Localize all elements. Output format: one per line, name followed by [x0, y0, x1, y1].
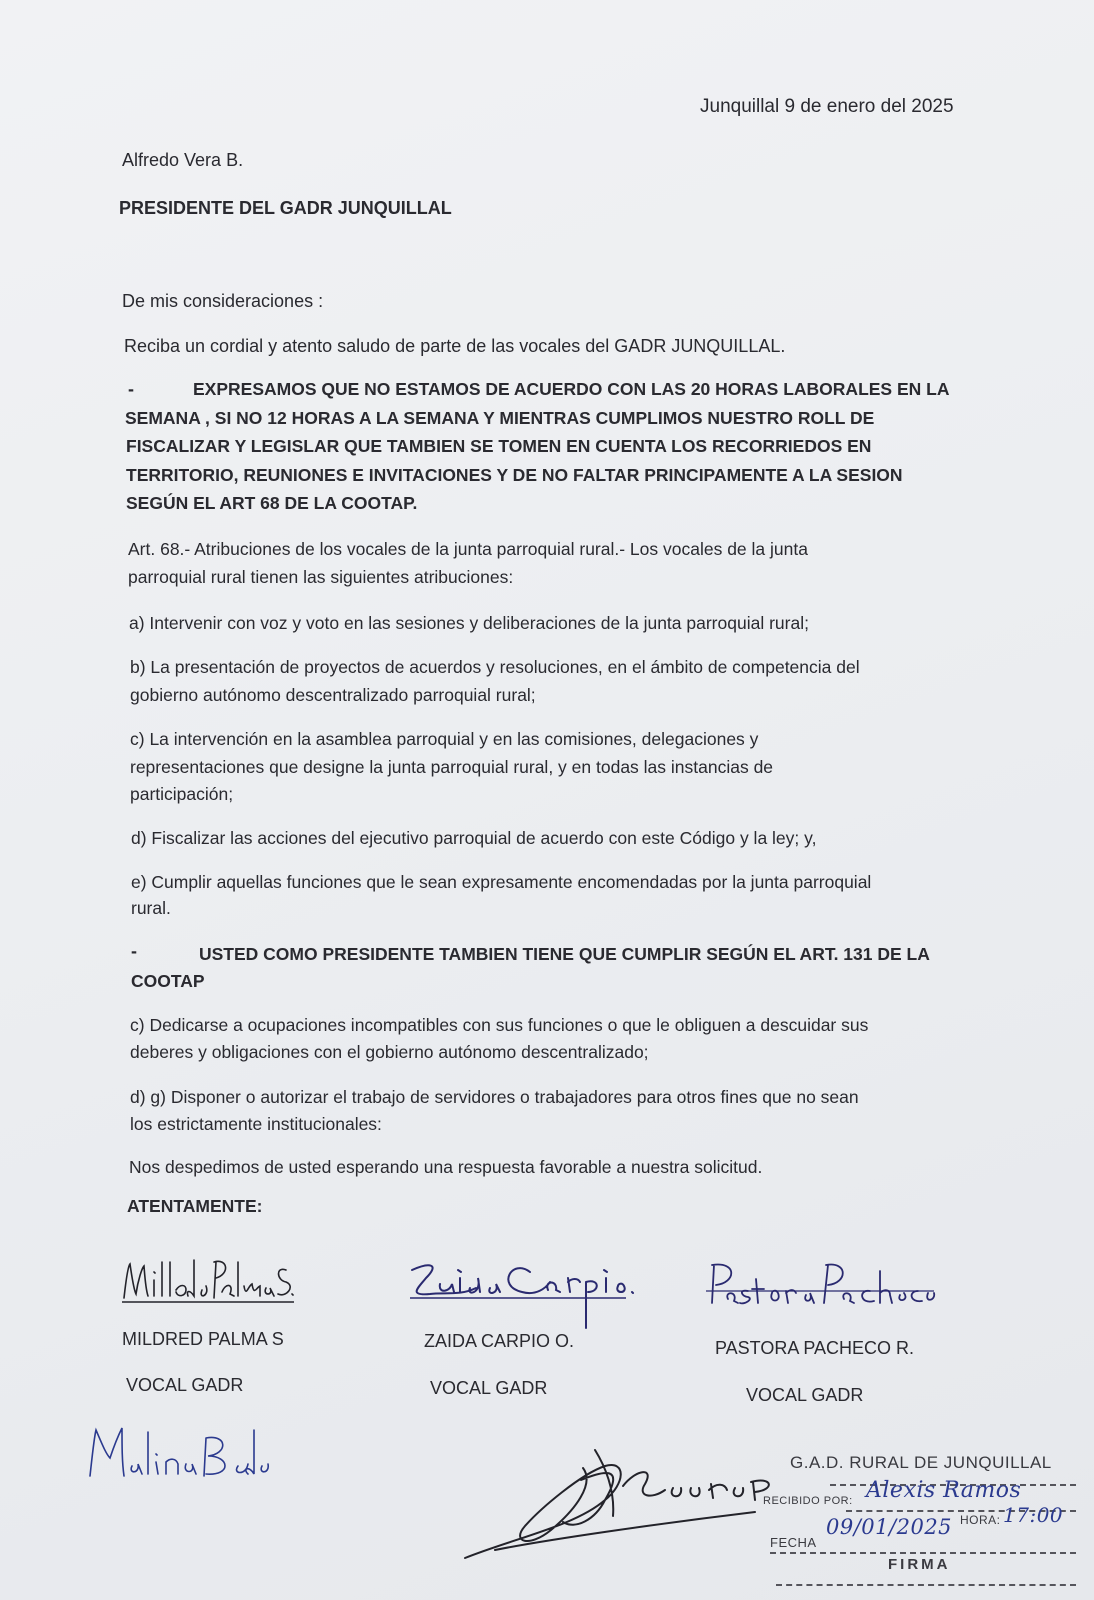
closing-paragraph: Nos despedimos de usted esperando una respuesta favorable a nuestra solicitud. [129, 1157, 763, 1177]
point2-line: COOTAP [131, 971, 205, 991]
art68-item-e: rural. [131, 898, 171, 918]
point1-line: SEMANA , SI NO 12 HORAS A LA SEMANA Y MIENTRAS CUMPLIMOS NUESTRO ROLL DE [125, 408, 875, 428]
stamp-received-label: RECIBIDO POR: [763, 1495, 853, 1507]
signer-role: VOCAL GADR [746, 1385, 864, 1405]
point1-line: FISCALIZAR Y LEGISLAR QUE TAMBIEN SE TOMEN EN CUENTA LOS RECORRIEDOS EN [126, 436, 872, 456]
signer-name: PASTORA PACHECO R. [715, 1338, 915, 1358]
stamp-time-value: 17:00 [1003, 1503, 1064, 1527]
stamp-signature-label: FIRMA [888, 1556, 951, 1573]
signature-mildred [110, 1250, 310, 1310]
stamp-divider [776, 1584, 1076, 1586]
art131-item-c: deberes y obligaciones con el gobierno autónomo descentralizado; [130, 1042, 649, 1062]
signer-name: ZAIDA CARPIO O. [424, 1331, 575, 1351]
sign-off: ATENTAMENTE: [127, 1196, 263, 1216]
signer-role: VOCAL GADR [126, 1375, 244, 1395]
recipient-title: PRESIDENTE DEL GADR JUNQUILLAL [119, 198, 452, 218]
art68-item-c: representaciones que designe la junta parroquial rural, y en todas las instancias de [130, 757, 774, 777]
bullet-1: - [128, 379, 134, 399]
point1-line: TERRITORIO, REUNIONES E INVITACIONES Y DE NO FALTAR PRINCIPAMENTE A LA SESION [126, 465, 903, 485]
art68-item-e: e) Cumplir aquellas funciones que le sean expresamente encomendadas por la junta parroquial [131, 872, 872, 892]
point1-line: SEGÚN EL ART 68 DE LA COOTAP. [126, 493, 418, 513]
art68-heading: Art. 68.- Atribuciones de los vocales de la junta parroquial rural.- Los vocales de la junta [128, 539, 808, 559]
stamp-divider [770, 1552, 1076, 1554]
art68-item-a: a) Intervenir con voz y voto en las sesiones y deliberaciones de la junta parroquial rural; [129, 613, 809, 633]
bullet-2: - [131, 941, 137, 961]
art131-item-g: los estrictamente institucionales: [130, 1114, 382, 1134]
art68-item-b: b) La presentación de proyectos de acuerdos y resoluciones, en el ámbito de competencia del [130, 657, 860, 677]
point1-line: EXPRESAMOS QUE NO ESTAMOS DE ACUERDO CON LAS 20 HORAS LABORALES EN LA [193, 379, 950, 399]
handwritten-note-melina-bedol [82, 1418, 272, 1488]
stamp-date-label: FECHA [770, 1535, 817, 1550]
art68-item-c: c) La intervención en la asamblea parroquial y en las comisiones, delegaciones y [130, 729, 759, 749]
art131-item-g: d) g) Disponer o autorizar el trabajo de servidores o trabajadores para otros fines que no sean [130, 1087, 859, 1107]
art68-item-d: d) Fiscalizar las acciones del ejecutivo parroquial de acuerdo con este Código y la ley; y, [131, 828, 817, 848]
greeting: De mis consideraciones : [122, 291, 324, 311]
signer-name: MILDRED PALMA S [122, 1329, 284, 1349]
art68-heading: parroquial rural tienen las siguientes atribuciones: [128, 567, 514, 587]
place-date: Junquillal 9 de enero del 2025 [700, 96, 954, 117]
art131-item-c: c) Dedicarse a ocupaciones incompatibles con sus funciones o que le obliguen a descuidar sus [130, 1015, 869, 1035]
stamp-received-value: Alexis Ramos [866, 1478, 1022, 1503]
signature-pastora [698, 1255, 938, 1315]
art68-item-b: gobierno autónomo descentralizado parroquial rural; [130, 685, 536, 705]
intro-paragraph: Reciba un cordial y atento saludo de parte de las vocales del GADR JUNQUILLAL. [124, 336, 786, 356]
signer-role: VOCAL GADR [430, 1378, 548, 1398]
recipient-name: Alfredo Vera B. [122, 150, 244, 170]
stamp-time-label: HORA: [960, 1513, 1001, 1527]
receiver-signature-scribble [455, 1430, 795, 1580]
art68-item-c: participación; [130, 784, 234, 804]
point2-line: USTED COMO PRESIDENTE TAMBIEN TIENE QUE CUMPLIR SEGÚN EL ART. 131 DE LA [199, 944, 930, 964]
stamp-date-value: 09/01/2025 [826, 1515, 953, 1539]
stamp-title: G.A.D. RURAL DE JUNQUILLAL [790, 1453, 1052, 1472]
